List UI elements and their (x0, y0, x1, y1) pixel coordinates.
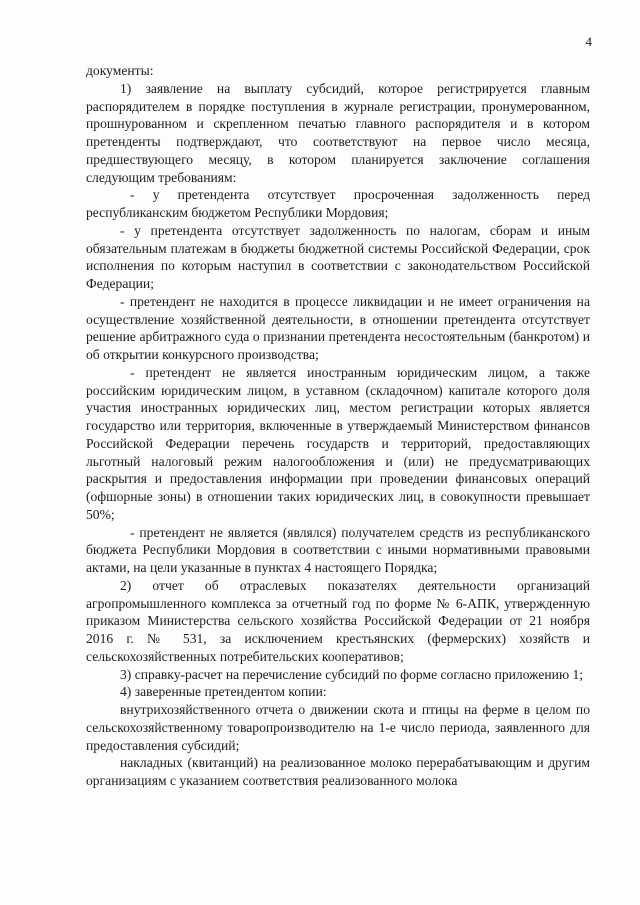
paragraph-requirement: - у претендента отсутствует задолженность по налогам, сборам и иным обязательным платежам в бюджеты бюджетной системы Российской Федерации, срок исполнения по которым наступил в соответствии с законодательством Российской Федерации; (86, 222, 590, 291)
paragraph-requirement: - у претендента отсутствует просроченная задолженность перед республиканским бюджетом Республики Мордовия; (86, 187, 590, 220)
paragraph-item-3: 3) справку-расчет на перечисление субсидий по форме согласно приложению 1; (120, 666, 584, 682)
document-body (86, 62, 590, 790)
paragraph-requirement: - претендент не находится в процессе ликвидации и не имеет ограничения на осуществление хозяйственной деятельности, в отношении претендента отсутствует решение арбитражного суда о признании претендента несостоятельным (банкротом) и об открытии конкурсного производства; (86, 293, 590, 362)
paragraph-requirement: - претендент не является иностранным юридическим лицом, а также российским юридическим лицом, в уставном (складочном) капитале которого доля участия иностранных юридических лиц, местом регистрации которых является государство или территория, включенные в утверждаемый Министерством финансов Российской Федерации перечень государств и территорий, предоставляющих льготный налоговый режим налогообложения и (или) не предусматривающих раскрытия и предоставления информации при проведении финансовых операций (офшорные зоны) в отношении таких юридических лиц, в совокупности превышает 50%; (86, 364, 590, 522)
paragraph-item-4: 4) заверенные претендентом копии: (120, 684, 327, 700)
paragraph-documents: документы: (86, 63, 154, 78)
paragraph-requirement: - претендент не является (являлся) получателем средств из республиканского бюджета Республики Мордовия в соответствии с иными нормативными правовыми актами, на цели указанные в пунктах 4 настоящего Порядка; (86, 524, 590, 575)
paragraph-item-2: 2) отчет об отраслевых показателях деятельности организаций агропромышленного комплекса за отчетный год по форме № 6-АПК, утвержденную приказом Министерства сельского хозяйства Российской Федерации от 21 ноября 2016 г. № 531, за исключением крестьянских (фермерских) хозяйств и сельскохозяйственных потребительских кооперативов; (86, 577, 590, 664)
paragraph-item-1: 1) заявление на выплату субсидий, которое регистрируется главным распорядителем в порядке поступления в журнале регистрации, пронумерованном, прошнурованном и скрепленном печатью главного распорядителя и в котором претенденты подтверждают, что соответствуют на первое число месяца, предшествующего месяцу, в котором планируется заключение соглашения следующим требованиям: (86, 80, 590, 185)
page-number: 4 (585, 34, 592, 49)
paragraph-copy-report: внутрихозяйственного отчета о движении скота и птицы на ферме в целом по сельскохозяйственному товаропроизводителю на 1-е число периода, заявленного для предоставления субсидий; (86, 702, 590, 753)
paragraph-copy-invoices: накладных (квитанций) на реализованное молоко перерабатывающим и другим организациям с указанием соответствия реализованного молока (86, 755, 590, 788)
